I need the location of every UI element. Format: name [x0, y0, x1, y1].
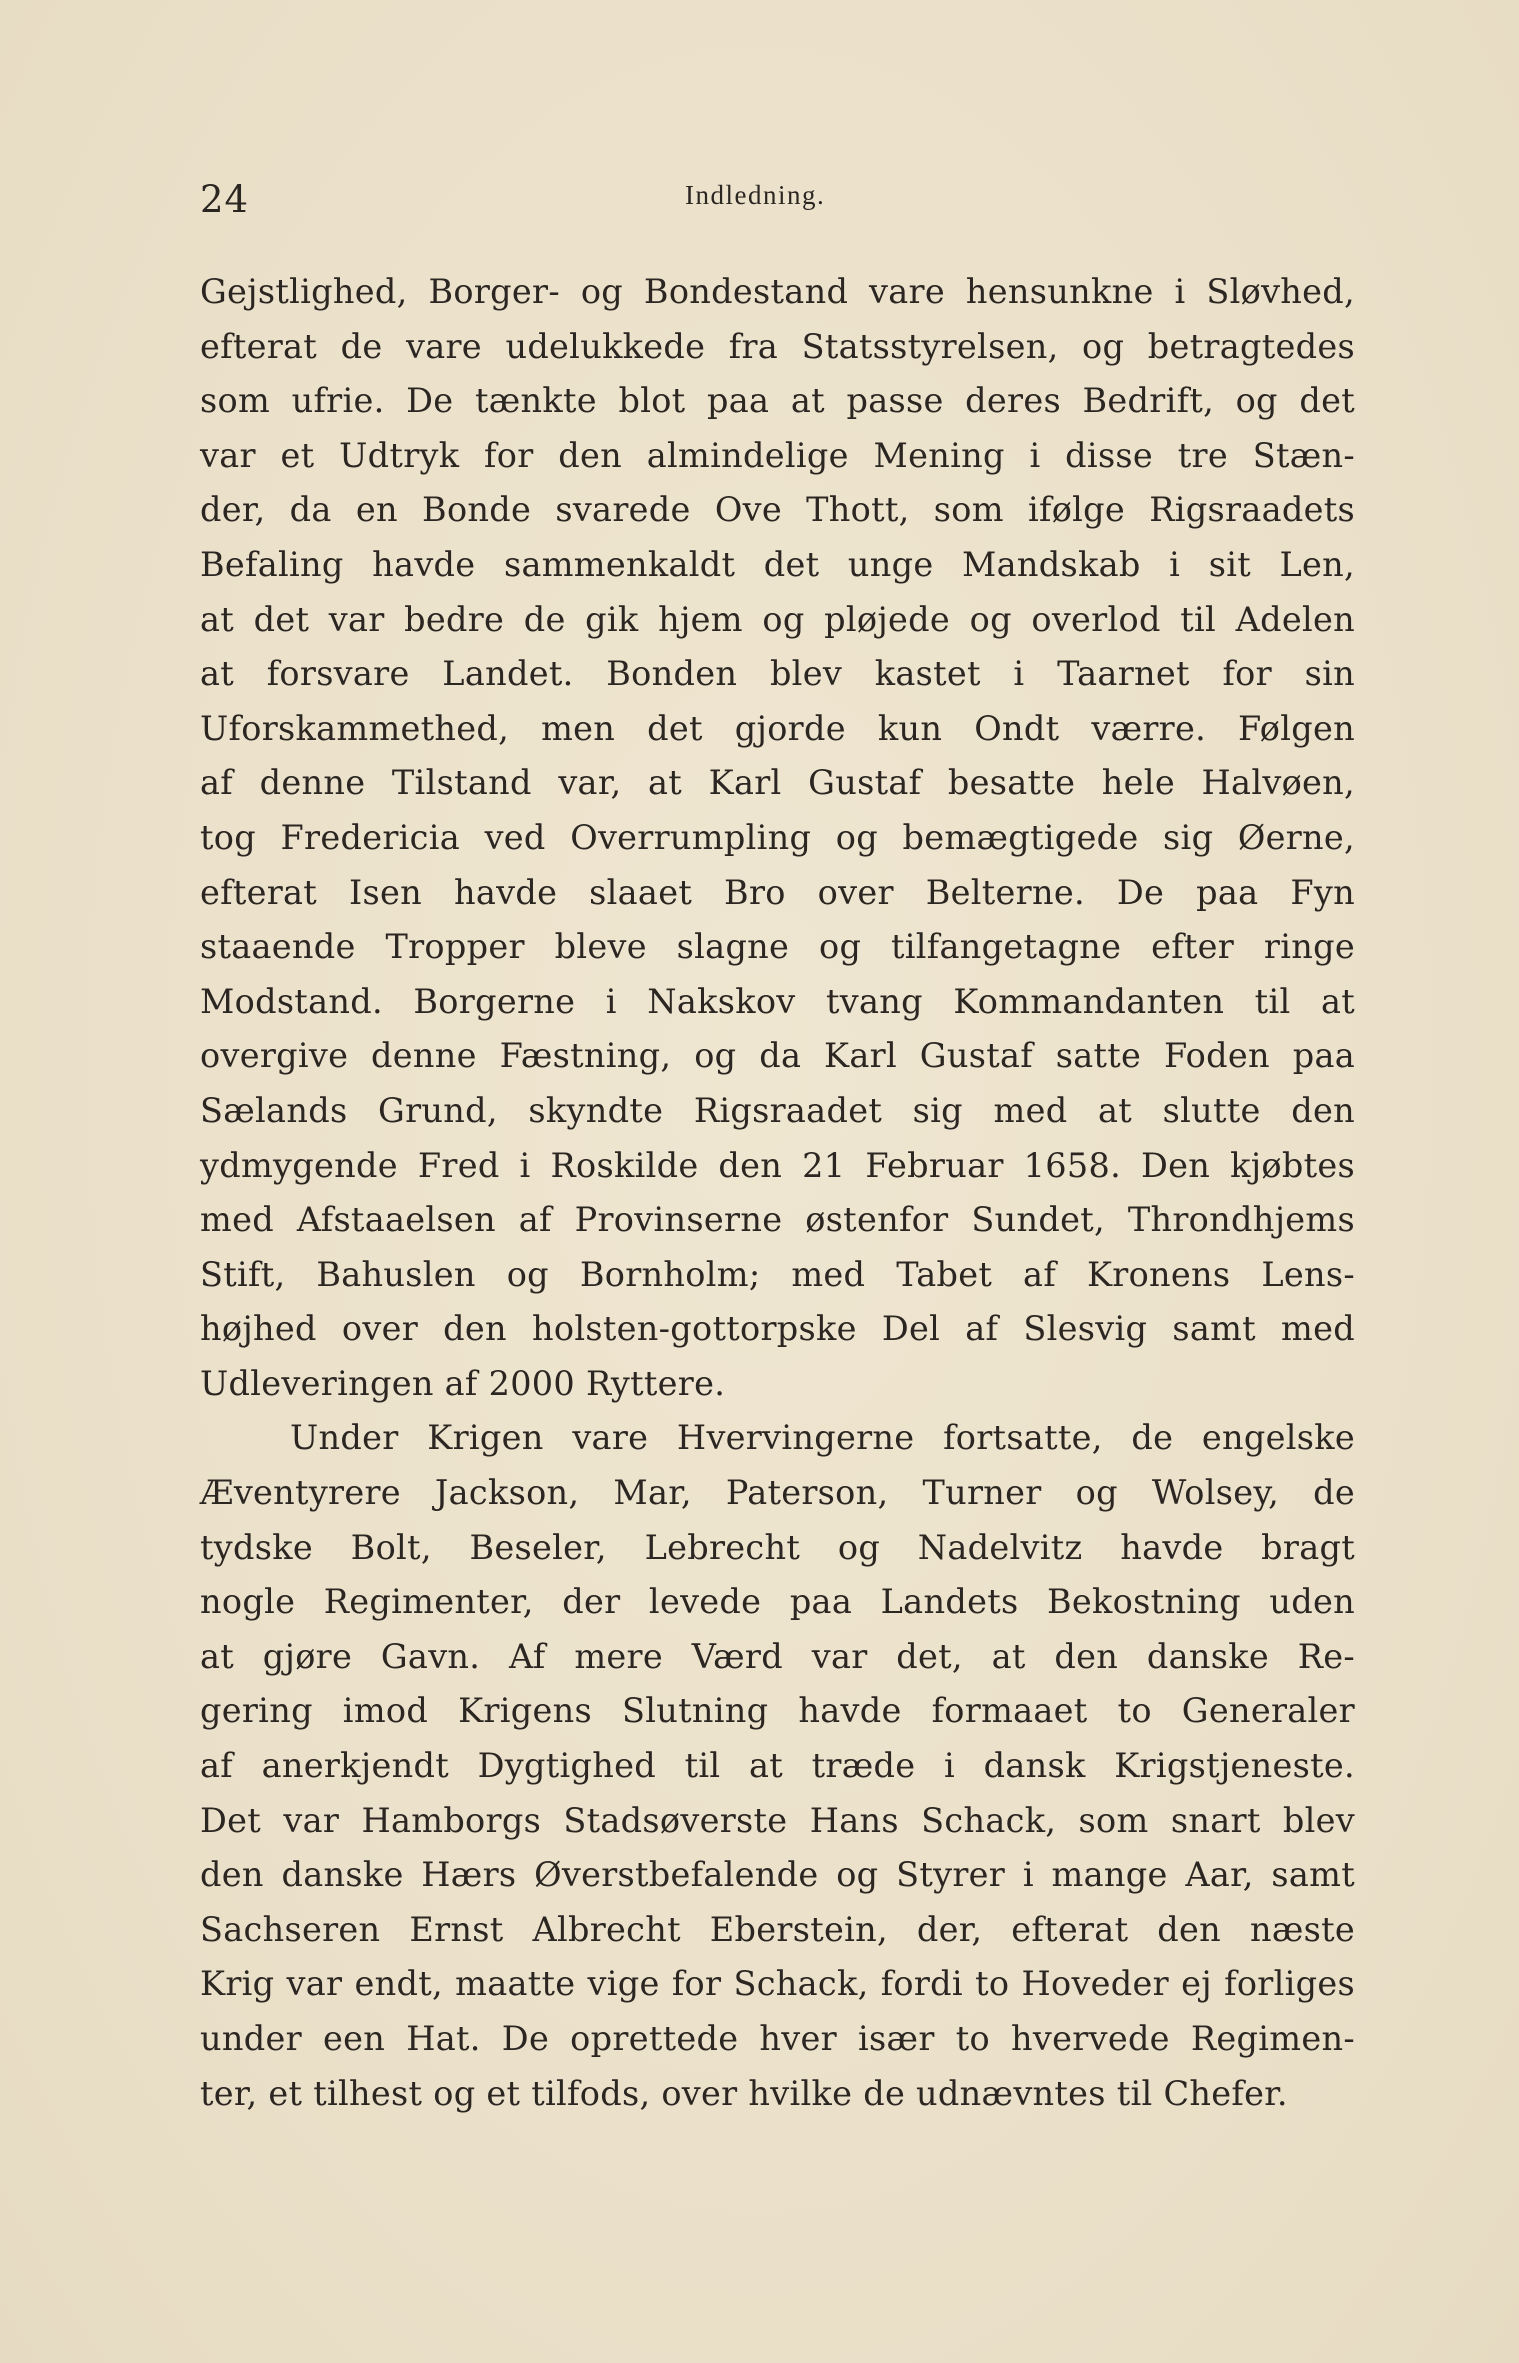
text-line: Sælands Grund, skyndte Rigsraadet sig med at slutte den — [200, 1090, 1355, 1130]
text-line: efterat de vare udelukkede fra Statsstyrelsen, og betragtedes — [200, 326, 1355, 366]
text-line: Æventyrere Jackson, Mar, Paterson, Turner og Wolsey, de — [200, 1473, 1355, 1513]
text-line: af denne Tilstand var, at Karl Gustaf besatte hele Halvøen, — [200, 763, 1355, 803]
text-line: staaende Tropper bleve slagne og tilfangetagne efter ringe — [200, 927, 1355, 967]
paragraph-start-line: Under Krigen vare Hvervingerne fortsatte, de engelske — [290, 1418, 1355, 1458]
text-line: under een Hat. De oprettede hver især to hvervede Regimen- — [200, 2019, 1355, 2058]
text-line: ter, et tilhest og et tilfods, over hvilke de udnævntes til Chefer. — [200, 2073, 1288, 2113]
text-line: som ufrie. De tænkte blot paa at passe deres Bedrift, og det — [200, 381, 1355, 421]
text-line: med Afstaaelsen af Provinserne østenfor Sundet, Throndhjems — [200, 1200, 1355, 1240]
paragraph-end-line: Udleveringen af 2000 Ryttere. — [200, 1363, 726, 1403]
running-head — [200, 178, 1340, 228]
text-line: Sachseren Ernst Albrecht Eberstein, der, efterat den næste — [200, 1909, 1355, 1949]
text-line: at det var bedre de gik hjem og pløjede og overlod til Adelen — [200, 599, 1355, 639]
text-line: ydmygende Fred i Roskilde den 21 Februar 1658. Den kjøbtes — [200, 1145, 1355, 1185]
text-line: der, da en Bonde svarede Ove Thott, som ifølge Rigsraadets — [200, 490, 1355, 530]
text-line: gering imod Krigens Slutning havde formaaet to Generaler — [200, 1691, 1355, 1731]
text-line: Uforskammethed, men det gjorde kun Ondt værre. Følgen — [200, 708, 1355, 748]
text-line: Krig var endt, maatte vige for Schack, fordi to Hoveder ej forliges — [200, 1964, 1355, 2004]
text-line: var et Udtryk for den almindelige Mening i disse tre Stæn- — [200, 435, 1355, 475]
text-line: Modstand. Borgerne i Nakskov tvang Kommandanten til at — [200, 981, 1355, 1021]
text-line: den danske Hærs Øverstbefalende og Styrer i mange Aar, samt — [200, 1855, 1355, 1895]
page-number: 24 — [200, 178, 250, 221]
text-line: tog Fredericia ved Overrumpling og bemægtigede sig Øerne, — [200, 817, 1355, 857]
running-title: Indledning. — [685, 180, 826, 210]
text-line: at forsvare Landet. Bonden blev kastet i Taarnet for sin — [200, 654, 1355, 694]
text-line: Gejstlighed, Borger- og Bondestand vare hensunkne i Sløvhed, — [200, 272, 1355, 311]
text-line: Befaling havde sammenkaldt det unge Mandskab i sit Len, — [200, 544, 1355, 584]
text-line: højhed over den holsten-gottorpske Del af Slesvig samt med — [200, 1309, 1355, 1349]
text-line: af anerkjendt Dygtighed til at træde i dansk Krigstjeneste. — [200, 1746, 1355, 1786]
text-line: efterat Isen havde slaaet Bro over Belterne. De paa Fyn — [200, 872, 1355, 912]
text-line: nogle Regimenter, der levede paa Landets Bekostning uden — [200, 1582, 1355, 1622]
text-line: tydske Bolt, Beseler, Lebrecht og Nadelvitz havde bragt — [200, 1527, 1355, 1567]
body-text — [200, 265, 1355, 2121]
text-line: overgive denne Fæstning, og da Karl Gustaf satte Foden paa — [200, 1036, 1355, 1076]
text-line: Stift, Bahuslen og Bornholm; med Tabet af Kronens Lens- — [200, 1254, 1355, 1294]
text-line: at gjøre Gavn. Af mere Værd var det, at den danske Re- — [200, 1636, 1355, 1676]
text-line: Det var Hamborgs Stadsøverste Hans Schack, som snart blev — [200, 1800, 1355, 1840]
